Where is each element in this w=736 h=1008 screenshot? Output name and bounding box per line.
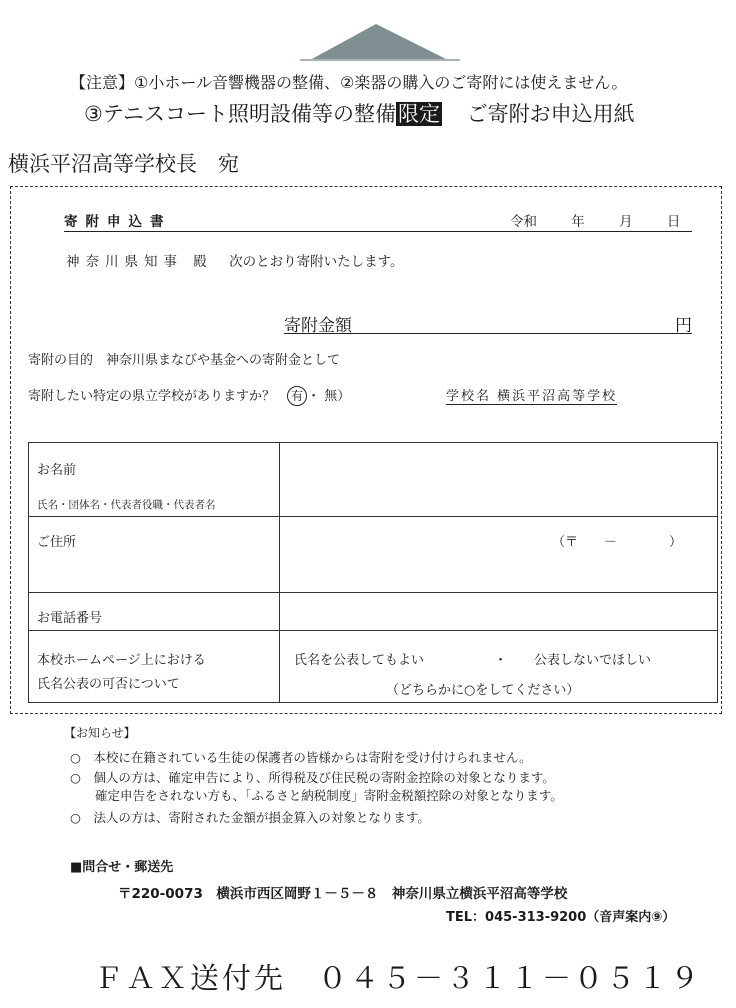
info-item: 確定申告をされない方も、「ふるさと納税制度」寄附金税額控除の対象となります。 <box>70 788 563 803</box>
roof-logo-icon <box>300 22 460 64</box>
info-item: ○ 個人の方は、確定申告により、所得税及び住民税の寄附金控除の対象となります。 <box>70 770 555 785</box>
contact-heading: ■問合せ・郵送先 <box>70 860 174 875</box>
date-month: 月 <box>619 214 633 230</box>
school-question <box>28 385 350 406</box>
applicant-info-table <box>28 442 718 703</box>
phone-label: お電話番号 <box>37 611 103 626</box>
publish-separator: ・ <box>494 653 508 668</box>
info-item: ○ 法人の方は、寄附された金額が損金算入の対象となります。 <box>70 810 430 825</box>
amount-unit: 円 <box>675 316 692 336</box>
limited-badge: 限定 <box>398 102 440 126</box>
info-heading: 【お知らせ】 <box>64 726 136 740</box>
date-field[interactable] <box>510 210 692 232</box>
date-year: 年 <box>571 214 585 230</box>
form-section-title: 寄附申込書 <box>64 210 534 232</box>
school-question-text: 寄附したい特定の県立学校がありますか？ <box>28 389 276 404</box>
recipient-line: 横浜平沼高等学校長 宛 <box>8 152 239 176</box>
amount-field[interactable] <box>284 311 692 334</box>
name-sublabel: 氏名・団体名・代表者役職・代表者名 <box>37 499 216 511</box>
date-day: 日 <box>666 214 681 230</box>
info-item: ○ 本校に在籍されている生徒の保護者の皆様からは寄附を受け付けられません。 <box>70 750 532 765</box>
school-name-field[interactable]: 学校名 横浜平沼高等学校 <box>446 385 617 405</box>
phone-label-cell <box>29 593 280 631</box>
donation-purpose: 寄附の目的 神奈川県まなびや基金への寄附金として <box>28 353 341 368</box>
publish-no-option[interactable]: 公表しないでほしい <box>534 653 652 668</box>
amount-label: 寄附金額 <box>284 316 352 336</box>
publish-label-line1: 本校ホームページ上における <box>37 653 206 668</box>
publish-yes-option[interactable]: 氏名を公表してもよい <box>294 653 425 668</box>
name-label-cell <box>29 443 280 517</box>
form-subtitle <box>84 98 635 128</box>
date-era: 令和 <box>510 214 537 230</box>
contact-tel: TEL：045-313-9200（音声案内⑨） <box>446 910 676 925</box>
subtitle-purpose: ③テニスコート照明設備等の整備 <box>84 102 396 126</box>
postal-code-field[interactable]: （〒 － ） <box>552 535 683 550</box>
subtitle-form-name: ご寄附お申込用紙 <box>466 102 635 126</box>
notice-text: 【注意】①小ホール音響機器の整備、②楽器の購入のご寄附には使えません。 <box>70 73 628 92</box>
address-label-cell <box>29 517 280 593</box>
publish-label-cell <box>29 631 280 703</box>
publish-label-line2: 氏名公表の可否について <box>37 677 180 692</box>
fax-number: ＦＡＸ送付先 ０４５－３１１－０５１９ <box>94 961 703 995</box>
publish-choice-cell <box>280 631 718 703</box>
phone-input-cell[interactable] <box>280 593 718 631</box>
name-label: お名前 <box>37 463 77 478</box>
governor-address: 神奈川県知事 殿 <box>66 254 213 270</box>
publish-note: （どちらかに○をしてください） <box>386 683 580 698</box>
school-yes-option[interactable]: 有 <box>287 386 307 406</box>
address-label: ご住所 <box>37 535 77 550</box>
school-no-option[interactable]: ・ 無） <box>307 389 351 404</box>
donation-statement: 次のとおり寄附いたします。 <box>229 254 404 270</box>
governor-line <box>66 250 404 270</box>
address-input-cell[interactable] <box>280 517 718 593</box>
name-input-cell[interactable] <box>280 443 718 517</box>
contact-address: 〒220-0073 横浜市西区岡野１－５－８ 神奈川県立横浜平沼高等学校 <box>118 886 568 902</box>
